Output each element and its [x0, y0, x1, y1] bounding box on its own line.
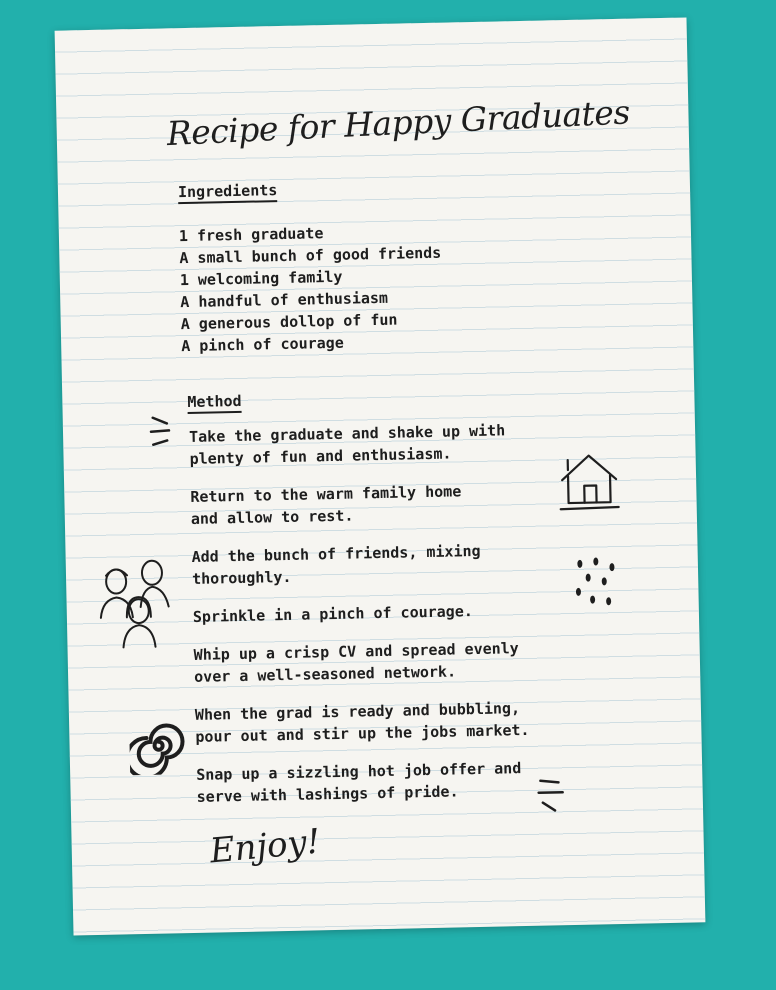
method-step: Whip up a crisp CV and spread evenly over a well-seasoned network. — [193, 639, 519, 686]
method-heading: Method — [187, 392, 242, 414]
method-step: Add the bunch of friends, mixing thoroughly. — [191, 541, 481, 588]
ingredient-item: A pinch of courage — [181, 333, 344, 356]
ingredient-item: A handful of enthusiasm — [180, 288, 389, 312]
recipe-title: Recipe for Happy Graduates — [165, 92, 631, 154]
friends-icon — [96, 556, 180, 650]
method-steps — [189, 417, 617, 824]
enjoy-sign-off: Enjoy! — [208, 821, 322, 872]
sprinkle-dots-icon — [572, 557, 621, 610]
recipe-card — [55, 17, 706, 935]
method-step: Snap up a sizzling hot job offer and serve with lashings of pride. — [196, 759, 522, 806]
ingredients-list — [179, 217, 562, 357]
ingredients-heading: Ingredients — [178, 181, 278, 204]
ingredient-item: A generous dollop of fun — [180, 310, 398, 334]
method-step: When the grad is ready and bubbling, pour out and stir up the jobs market. — [194, 699, 530, 746]
swirl-icon — [129, 716, 188, 775]
method-step: Return to the warm family home and allow to rest. — [190, 482, 462, 528]
house-icon — [555, 447, 622, 514]
method-step: Take the graduate and shake up with plenty of fun and enthusiasm. — [188, 421, 506, 468]
method-step: Sprinkle in a pinch of courage. — [192, 602, 473, 626]
ingredient-item: 1 fresh graduate — [178, 224, 324, 246]
sizzle-lines-icon — [534, 776, 569, 815]
ingredient-item: A small bunch of good friends — [179, 243, 442, 268]
shake-lines-icon — [147, 413, 178, 450]
ingredient-item: 1 welcoming family — [179, 267, 343, 290]
